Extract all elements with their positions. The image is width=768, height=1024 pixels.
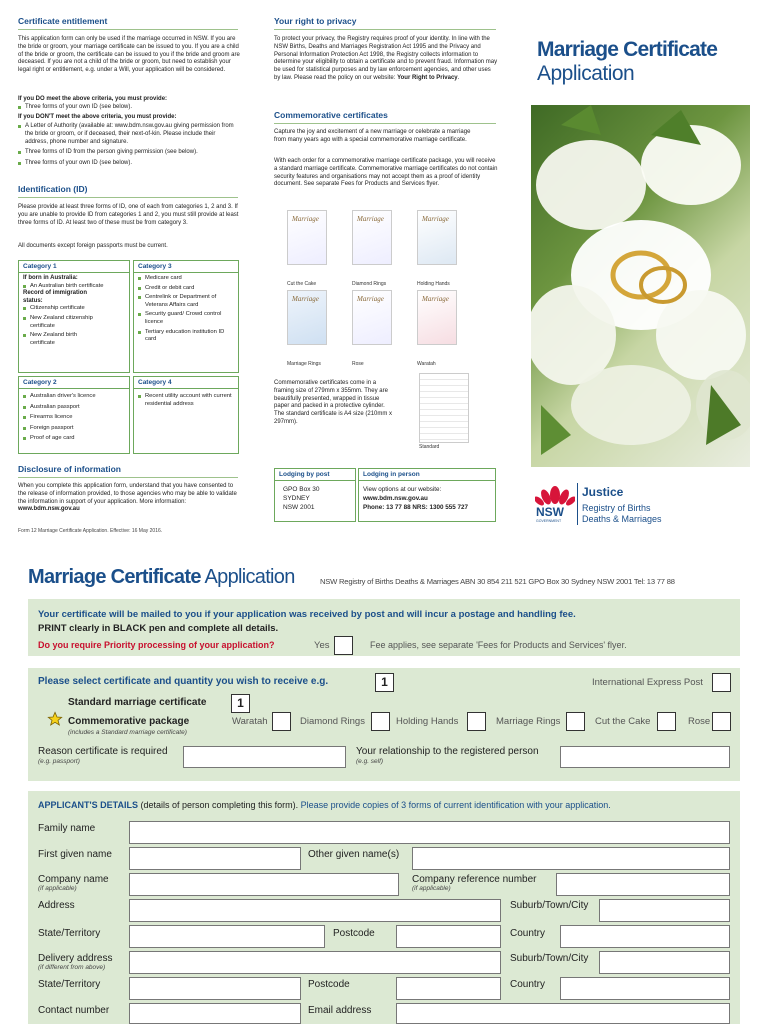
suburb-field[interactable] bbox=[599, 899, 730, 922]
mail-notice: Your certificate will be mailed to you if your application was received by post and will incur a postage and handling fee. bbox=[38, 609, 576, 620]
priority-yes-checkbox[interactable] bbox=[334, 636, 353, 655]
company-ref-if-applicable: (if applicable) bbox=[412, 885, 451, 892]
delivery-address-field[interactable] bbox=[129, 951, 501, 974]
priority-fee-note: Fee applies, see separate 'Fees for Products and Services' flyer. bbox=[370, 640, 627, 650]
company-name-label: Company name bbox=[38, 874, 109, 885]
delivery-state-label: State/Territory bbox=[38, 979, 101, 990]
list-item: Security guard/ Crowd control licence bbox=[138, 311, 234, 326]
registry-line-1: Registry of Births bbox=[582, 503, 651, 513]
flowers-photo bbox=[531, 105, 750, 467]
list-item: Credit or debit card bbox=[138, 285, 234, 293]
privacy-text: To protect your privacy, the Registry requires proof of your identity. In line with the NSW Births, Deaths and Marriages Registration Act 1995 and the Privacy and Personal Information Protection Act 1998, the Registry collects information to determine your eligibility to obtain a certificate and to prevent fraud. Information may be used for statistical purposes and by law enforcement agencies, and other uses by law. Please read the policy on our website: Your Right to Privacy. bbox=[274, 36, 498, 81]
priority-question: Do you require Priority processing of your application? bbox=[38, 640, 275, 650]
waratah-thumbnail: Marriage bbox=[417, 290, 457, 345]
option-diamond-rings-label: Diamond Rings bbox=[300, 716, 365, 727]
relationship-label: Your relationship to the registered person bbox=[356, 746, 539, 757]
thumb-caption: Marriage Rings bbox=[287, 361, 321, 367]
intl-express-label: International Express Post bbox=[592, 677, 703, 688]
option-holding-hands-checkbox[interactable] bbox=[467, 712, 486, 731]
option-waratah-label: Waratah bbox=[232, 716, 268, 727]
option-marriage-rings-checkbox[interactable] bbox=[566, 712, 585, 731]
list-item: An Australian birth certificate bbox=[23, 283, 125, 291]
list-item: Medicare card bbox=[138, 275, 234, 283]
applicant-title: APPLICANT'S DETAILS (details of person completing this form). Please provide copies of 3 forms of current identification with your application. bbox=[38, 800, 611, 810]
size-text: Commemorative certificates come in a framing size of 279mm x 355mm. They are beautifully presented, wrapped in tissue paper and packed in a protective cylinder. The standard certificate is A4 size (210mm x 297mm). bbox=[274, 380, 393, 425]
company-ref-field[interactable] bbox=[556, 873, 730, 896]
postcode-label: Postcode bbox=[333, 928, 375, 939]
family-name-label: Family name bbox=[38, 823, 96, 834]
cover-subtitle: Application bbox=[537, 62, 635, 85]
state-field[interactable] bbox=[129, 925, 325, 948]
thumb-caption: Standard bbox=[419, 444, 440, 450]
cat1-sub-born: If born in Australia: bbox=[23, 275, 78, 281]
relationship-field[interactable] bbox=[560, 746, 730, 768]
other-names-field[interactable] bbox=[412, 847, 730, 870]
example-quantity-box: 1 bbox=[375, 673, 394, 692]
address-field[interactable] bbox=[129, 899, 501, 922]
disclosure-link[interactable]: www.bdm.nsw.gov.au bbox=[18, 506, 80, 513]
id-text: Please provide at least three forms of ID, one of each from categories 1, 2 and 3. If you are unable to provide ID from categories 1 and 2, you must still provide at least three forms of ID. At least two of these must be from category 3. bbox=[18, 204, 239, 226]
entitlement-text: This application form can only be used if the marriage occurred in NSW. If you are the bride or groom, your marriage certificate can be issued to you. If you are a child of the bride or groom, the certificate can be issued to you if the bride and groom are deceased. If you are not a child of the bride or groom, but need to establish your legal right or entitlement, e.g. under a Will, your application will be considered. bbox=[18, 36, 240, 74]
delivery-postcode-field[interactable] bbox=[396, 977, 501, 1000]
list-item: New Zealand citizenship certificate bbox=[23, 315, 113, 330]
id-text-2: All documents except foreign passports must be current. bbox=[18, 243, 168, 249]
lodging-post-box: Lodging by post GPO Box 30 SYDNEY NSW 2001 bbox=[274, 468, 356, 522]
cat1-sub-immigration: Record of immigration status: bbox=[23, 290, 88, 304]
privacy-title: Your right to privacy bbox=[274, 16, 357, 26]
select-instruction: Please select certificate and quantity you wish to receive e.g. bbox=[38, 676, 329, 687]
form-title: Marriage Certificate Application bbox=[28, 566, 295, 588]
commemorative-text-1: Capture the joy and excitement of a new marriage or celebrate a marriage from many years ago with a special commemorative marriage certificate. bbox=[274, 129, 471, 143]
option-cut-the-cake-label: Cut the Cake bbox=[595, 716, 651, 727]
standard-cert-quantity[interactable]: 1 bbox=[231, 694, 250, 713]
company-ref-label: Company reference number bbox=[412, 874, 537, 885]
list-item: Firearms licence bbox=[23, 414, 125, 422]
company-name-field[interactable] bbox=[129, 873, 399, 896]
dont-title: If you DON'T meet the above criteria, you must provide: bbox=[18, 114, 177, 120]
list-item: New Zealand birth certificate bbox=[23, 332, 93, 347]
category-4-box bbox=[133, 376, 239, 454]
commemorative-sub: (includes a Standard marriage certificate) bbox=[68, 729, 187, 736]
postcode-field[interactable] bbox=[396, 925, 501, 948]
category-2-title: Category 2 bbox=[19, 377, 129, 389]
list-item: Proof of age card bbox=[23, 435, 125, 443]
suburb-label: Suburb/Town/City bbox=[510, 900, 589, 911]
print-notice: PRINT clearly in BLACK pen and complete all details. bbox=[38, 623, 279, 634]
email-field[interactable] bbox=[396, 1003, 730, 1024]
disclosure-text: When you complete this application form, understand that you have consented to the release of information provided, to those agencies who may be able to validate the information in support of your application. More information: www.bdm.nsw.gov.au bbox=[18, 483, 237, 513]
list-item: Australian driver's licence bbox=[23, 393, 125, 401]
reason-example: (e.g. passport) bbox=[38, 758, 80, 765]
registry-line-2: Deaths & Marriages bbox=[582, 514, 662, 524]
delivery-country-field[interactable] bbox=[560, 977, 730, 1000]
category-1-title: Category 1 bbox=[19, 261, 129, 273]
nsw-logo-sub: GOVERNMENT bbox=[536, 519, 562, 523]
list-item: Foreign passport bbox=[23, 425, 125, 433]
meet-list bbox=[18, 104, 240, 112]
nsw-logo-text: NSW bbox=[536, 505, 564, 519]
thumb-caption: Diamond Rings bbox=[352, 281, 387, 287]
intl-express-checkbox[interactable] bbox=[712, 673, 731, 692]
delivery-suburb-label: Suburb/Town/City bbox=[510, 953, 589, 964]
option-holding-hands-label: Holding Hands bbox=[396, 716, 459, 727]
holding-hands-thumbnail: Marriage bbox=[417, 210, 457, 265]
option-waratah-checkbox[interactable] bbox=[272, 712, 291, 731]
relationship-example: (e.g. self) bbox=[356, 758, 384, 765]
standard-cert-label: Standard marriage certificate bbox=[68, 697, 207, 708]
first-name-field[interactable] bbox=[129, 847, 301, 870]
delivery-if-different: (if different from above) bbox=[38, 964, 106, 971]
option-rose-label: Rose bbox=[688, 716, 711, 727]
list-item: Tertiary education institution ID card bbox=[138, 329, 234, 344]
cover-title: Marriage Certificate bbox=[537, 38, 718, 61]
country-label: Country bbox=[510, 928, 546, 939]
justice-label: Justice bbox=[582, 485, 624, 499]
thumb-caption: Cut the Cake bbox=[287, 281, 317, 287]
country-field[interactable] bbox=[560, 925, 730, 948]
thumb-caption: Waratah bbox=[417, 361, 436, 367]
thumb-caption: Rose bbox=[352, 361, 364, 367]
contact-number-field[interactable] bbox=[129, 1003, 301, 1024]
category-4-title: Category 4 bbox=[134, 377, 238, 389]
category-3-title: Category 3 bbox=[134, 261, 238, 273]
delivery-address-label: Delivery address bbox=[38, 953, 113, 964]
delivery-state-field[interactable] bbox=[129, 977, 301, 1000]
lodging-person-title: Lodging in person bbox=[359, 469, 495, 481]
other-names-label: Other given name(s) bbox=[308, 849, 400, 860]
first-name-label: First given name bbox=[38, 849, 112, 860]
email-label: Email address bbox=[308, 1005, 372, 1016]
option-cut-the-cake-checkbox[interactable] bbox=[657, 712, 676, 731]
list-item: Three forms of your own ID (see below). bbox=[18, 104, 240, 112]
commemorative-text-2: With each order for a commemorative marriage certificate package, you will receive a standard marriage certificate. Commemorative marriage certificates do not contain security features and organisations may not accept them as a proof of identity document. See separate Fees for Products and Services flyer. bbox=[274, 158, 498, 188]
delivery-suburb-field[interactable] bbox=[599, 951, 730, 974]
commemorative-label: Commemorative package bbox=[68, 716, 190, 727]
website-link[interactable]: www.bdm.nsw.gov.au bbox=[363, 495, 428, 502]
list-item: Recent utility account with current residential address bbox=[138, 393, 234, 408]
id-title: Identification (ID) bbox=[18, 184, 88, 194]
option-marriage-rings-label: Marriage Rings bbox=[496, 716, 561, 727]
contact-number-label: Contact number bbox=[38, 1005, 110, 1016]
rose-thumbnail: Marriage bbox=[352, 290, 392, 345]
meet-title: If you DO meet the above criteria, you must provide: bbox=[18, 96, 168, 102]
flowers-image-icon bbox=[531, 105, 750, 467]
address-label: Address bbox=[38, 900, 75, 911]
disclosure-title: Disclosure of information bbox=[18, 464, 121, 474]
commemorative-title: Commemorative certificates bbox=[274, 110, 388, 120]
category-3-box bbox=[133, 260, 239, 373]
list-item: Citizenship certificate bbox=[23, 305, 125, 313]
cut-the-cake-thumbnail: Marriage bbox=[287, 210, 327, 265]
family-name-field[interactable] bbox=[129, 821, 730, 844]
company-if-applicable: (if applicable) bbox=[38, 885, 77, 892]
reason-field[interactable] bbox=[183, 746, 346, 768]
marriage-rings-thumbnail: Marriage bbox=[287, 290, 327, 345]
lodging-person-box: Lodging in person View options at our website: www.bdm.nsw.gov.au Phone: 13 77 88 NRS: 1300 555 727 bbox=[358, 468, 496, 522]
standard-certificate-thumbnail bbox=[419, 373, 469, 443]
delivery-postcode-label: Postcode bbox=[308, 979, 350, 990]
delivery-country-label: Country bbox=[510, 979, 546, 990]
entitlement-title: Certificate entitlement bbox=[18, 16, 108, 26]
list-item: A Letter of Authority (available at: www.bdm.nsw.gov.au giving permission from the bride or groom, or if deceased, their next-of-kin. Please include their address, phone number and signature. bbox=[18, 123, 240, 146]
diamond-rings-thumbnail: Marriage bbox=[352, 210, 392, 265]
star-icon bbox=[47, 711, 63, 732]
list-item: Three forms of your own ID (see below). bbox=[18, 160, 240, 168]
category-2-box bbox=[18, 376, 130, 454]
list-item: Centrelink or Department of Veterans Affairs card bbox=[138, 294, 234, 309]
option-diamond-rings-checkbox[interactable] bbox=[371, 712, 390, 731]
form-header-info: NSW Registry of Births Deaths & Marriages ABN 30 854 211 521 GPO Box 30 Sydney NSW 2001 Tel: 13 77 88 bbox=[320, 577, 675, 586]
priority-yes-label: Yes bbox=[314, 640, 330, 651]
list-item: Australian passport bbox=[23, 404, 125, 412]
option-rose-checkbox[interactable] bbox=[712, 712, 731, 731]
category-1-box bbox=[18, 260, 130, 373]
reason-label: Reason certificate is required bbox=[38, 746, 168, 757]
dont-list bbox=[18, 123, 240, 168]
thumb-caption: Holding Hands bbox=[417, 281, 450, 287]
list-item: Three forms of ID from the person giving permission (see below). bbox=[18, 149, 240, 157]
form-note: Form 12 Marriage Certificate Application. Effective: 16 May 2016. bbox=[18, 528, 163, 534]
lodging-post-title: Lodging by post bbox=[275, 469, 355, 481]
state-label: State/Territory bbox=[38, 928, 101, 939]
